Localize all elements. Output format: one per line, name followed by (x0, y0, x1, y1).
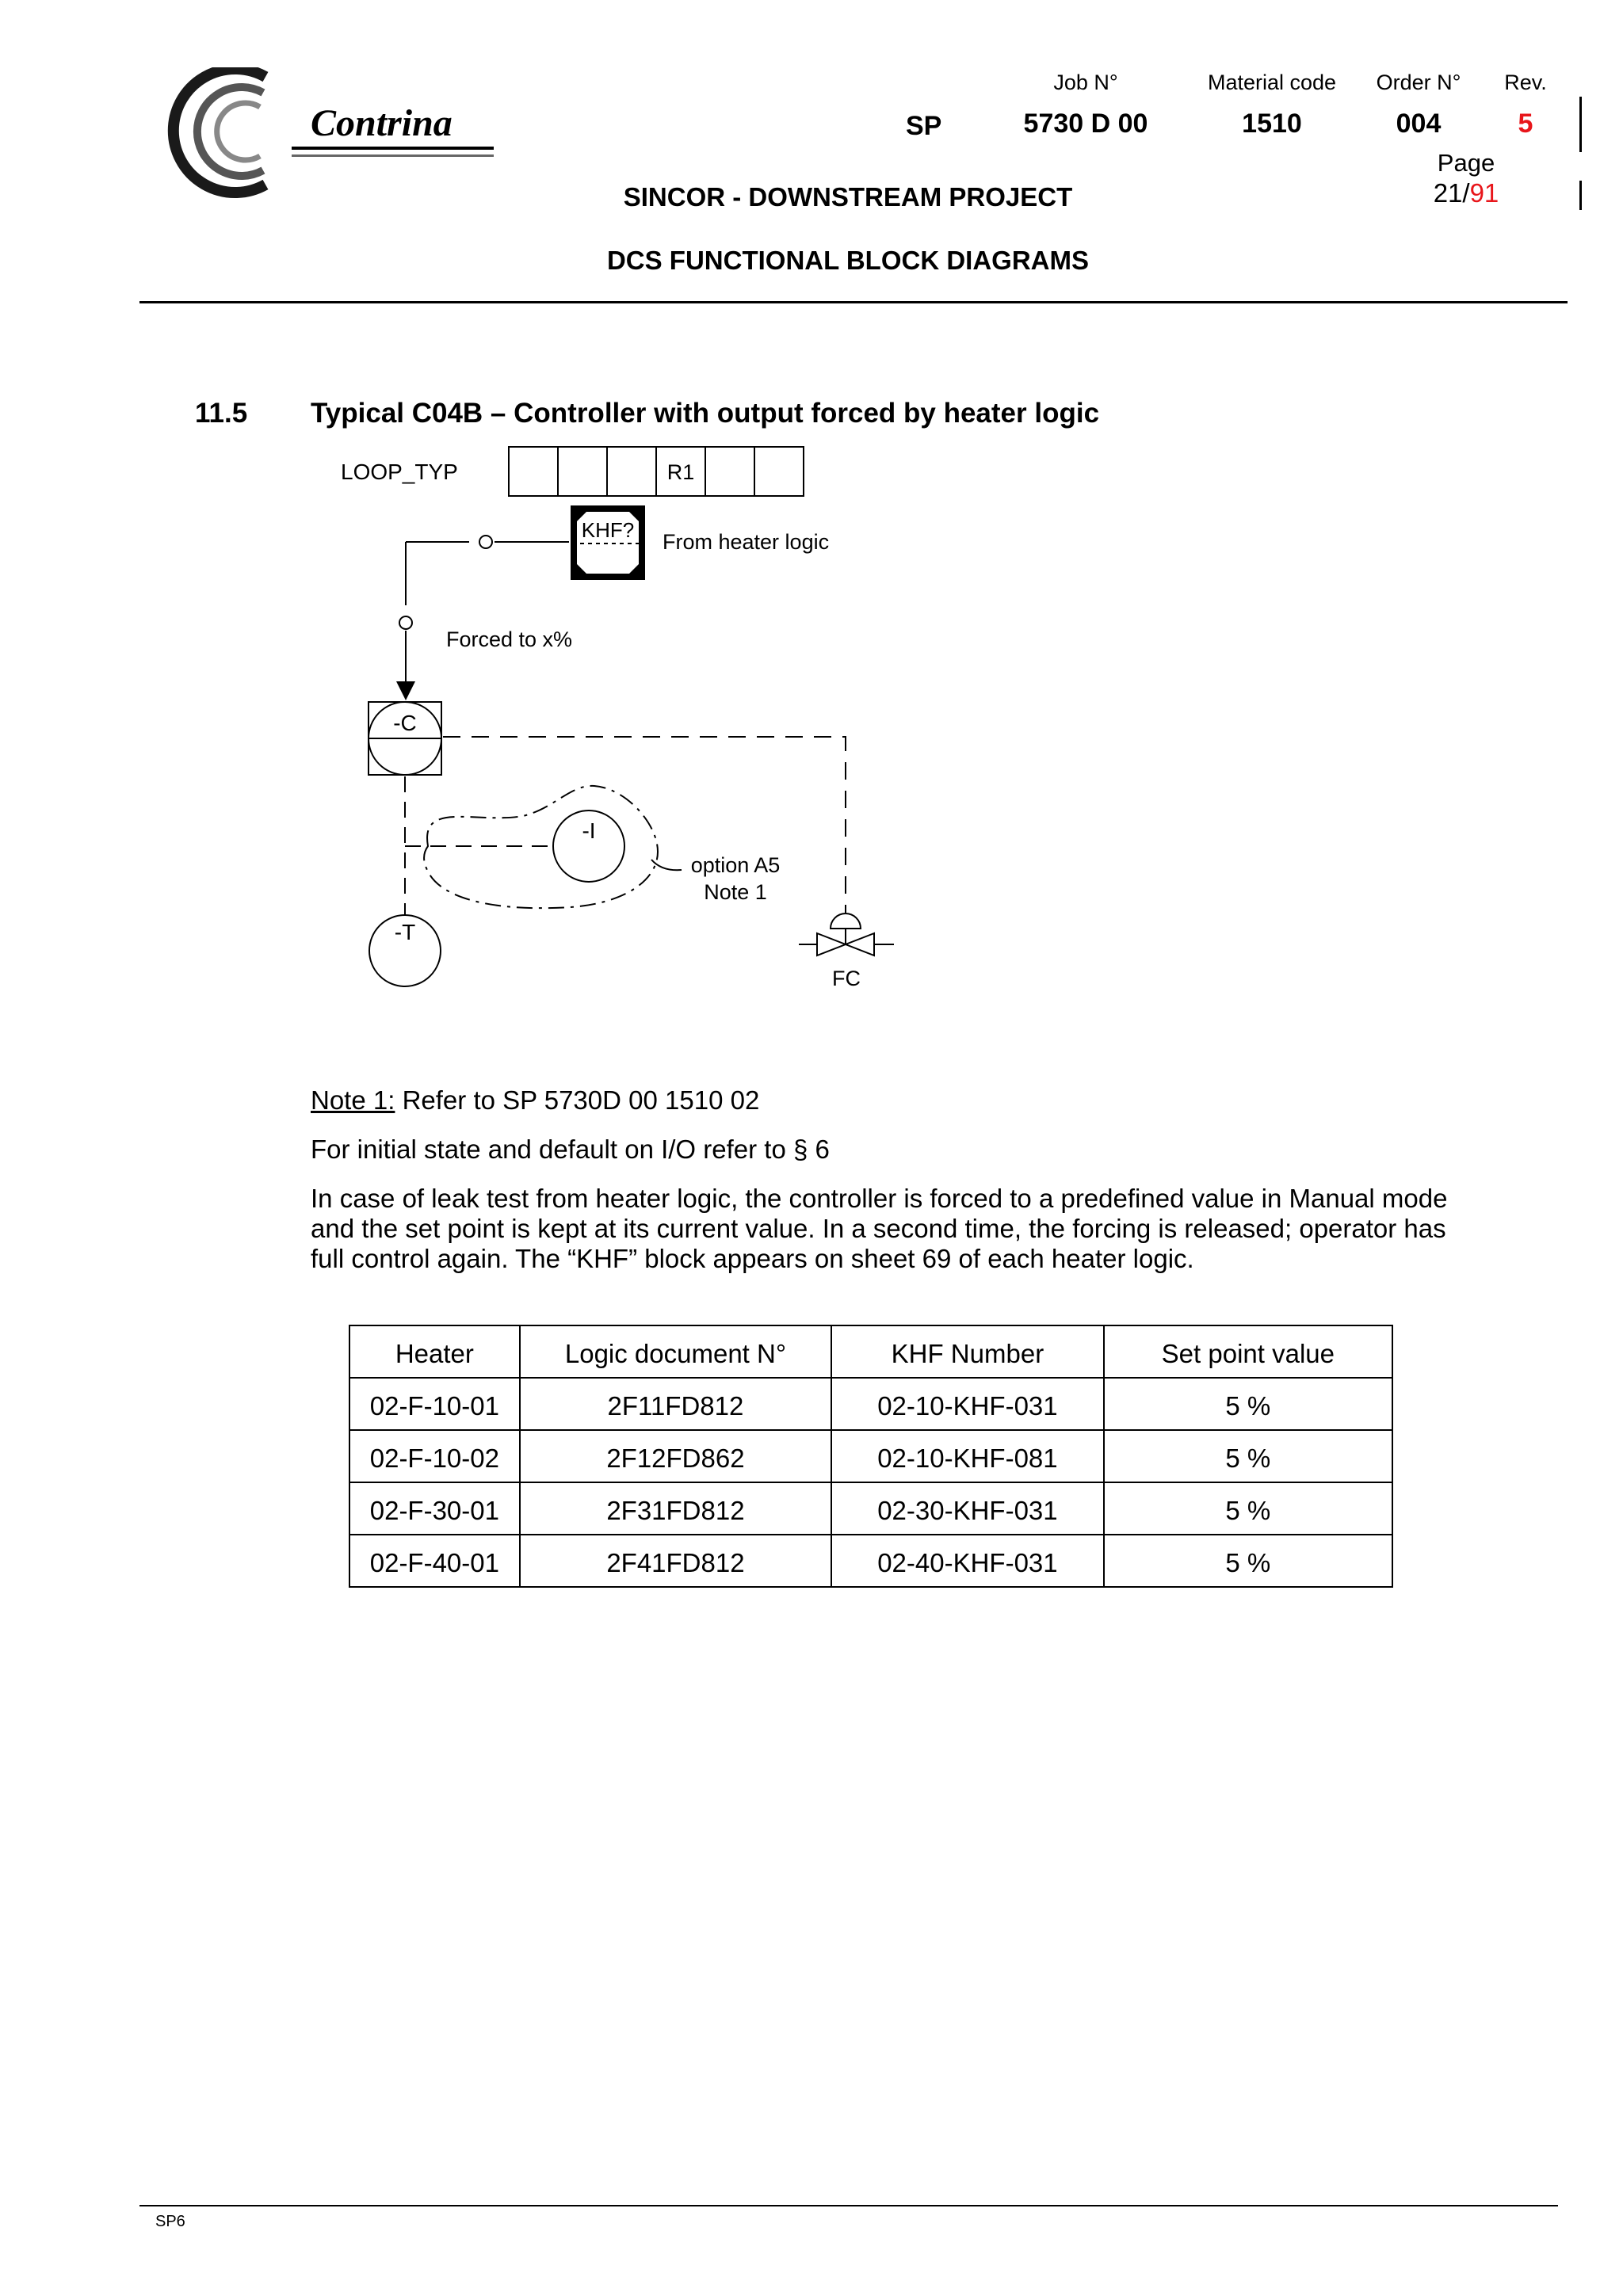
table-header-row (349, 1325, 1392, 1378)
heater-cell: 02-F-10-02 (349, 1430, 520, 1482)
column-header: Logic document N° (520, 1325, 831, 1378)
heater-cell: 02-F-30-01 (349, 1482, 520, 1535)
section-title: Typical C04B – Controller with output forced by heater logic (311, 398, 1100, 429)
option-leader (651, 860, 682, 870)
material-label: Material code (1207, 71, 1337, 94)
job-label: Job N° (1053, 71, 1118, 94)
doc-type: SP (906, 111, 942, 141)
page-number: 21/91 (1433, 178, 1499, 208)
khf-block (571, 505, 645, 580)
footer-divider (139, 2205, 1558, 2206)
loop-typ-cells (509, 447, 804, 496)
order-label: Order N° (1376, 71, 1461, 94)
table-row (349, 1535, 1392, 1587)
khf-number-cell: 02-40-KHF-031 (831, 1535, 1103, 1587)
set-point-cell: 5 % (1104, 1482, 1392, 1535)
control-valve-icon (799, 913, 894, 955)
switch-contact-bottom (399, 616, 412, 629)
footer-code: SP6 (155, 2213, 185, 2230)
loop-typ-label: LOOP_TYP (341, 460, 458, 484)
leak-test-line-3: full control again. The “KHF” block appears on sheet 69 of each heater logic. (311, 1244, 1194, 1273)
khf-number-cell: 02-30-KHF-031 (831, 1482, 1103, 1535)
logic-doc-cell: 2F11FD812 (520, 1378, 831, 1430)
material-code: 1510 (1242, 109, 1302, 139)
switch-contact-top (479, 536, 492, 548)
indicator-tag: -I (582, 818, 596, 843)
table-row (349, 1482, 1392, 1535)
khf-number-cell: 02-10-KHF-031 (831, 1378, 1103, 1430)
revision-number: 5 (1518, 109, 1533, 139)
set-point-cell: 5 % (1104, 1535, 1392, 1587)
project-title: SINCOR - DOWNSTREAM PROJECT (623, 182, 1073, 212)
job-number: 5730 D 00 (1023, 109, 1148, 139)
set-point-cell: 5 % (1104, 1430, 1392, 1482)
option-boundary (424, 786, 658, 908)
logic-doc-cell: 2F12FD862 (520, 1430, 831, 1482)
leak-test-line-1: In case of leak test from heater logic, the controller is forced to a predefined value in Manual mode (311, 1184, 1448, 1213)
document-subtitle: DCS FUNCTIONAL BLOCK DIAGRAMS (606, 246, 1090, 275)
initial-state-note: For initial state and default on I/O refer to § 6 (311, 1135, 830, 1164)
khf-number-cell: 02-10-KHF-081 (831, 1430, 1103, 1482)
column-header: Heater (349, 1325, 520, 1378)
controller-output-signal (443, 737, 846, 913)
table-row (349, 1378, 1392, 1430)
valve-fail-label: FC (832, 967, 861, 990)
logic-doc-cell: 2F31FD812 (520, 1482, 831, 1535)
khf-label: KHF? (581, 518, 635, 542)
section-number: 11.5 (195, 398, 248, 429)
heater-table (349, 1325, 1393, 1588)
from-heater-label: From heater logic (663, 530, 830, 554)
note-1: Note 1: Refer to SP 5730D 00 1510 02 (311, 1085, 760, 1115)
heater-cell: 02-F-10-01 (349, 1378, 520, 1430)
r1-cell: R1 (666, 460, 695, 484)
option-label: option A5 (690, 853, 781, 877)
column-header: KHF Number (831, 1325, 1103, 1378)
option-note: Note 1 (704, 880, 767, 904)
column-header: Set point value (1104, 1325, 1392, 1378)
logic-doc-cell: 2F41FD812 (520, 1535, 831, 1587)
leak-test-line-2: and the set point is kept at its current value. In a second time, the forcing is released; operator has (311, 1214, 1446, 1243)
table-row (349, 1430, 1392, 1482)
transmitter-tag: -T (394, 920, 416, 944)
order-number: 004 (1396, 109, 1442, 139)
heater-cell: 02-F-40-01 (349, 1535, 520, 1587)
controller-tag: -C (393, 711, 417, 735)
block-diagram (0, 0, 1623, 1030)
logo-text: Contrina (311, 102, 453, 144)
set-point-cell: 5 % (1104, 1378, 1392, 1430)
rev-label: Rev. (1504, 71, 1547, 94)
forced-label: Forced to x% (446, 627, 573, 651)
page-label: Page (1437, 149, 1495, 177)
